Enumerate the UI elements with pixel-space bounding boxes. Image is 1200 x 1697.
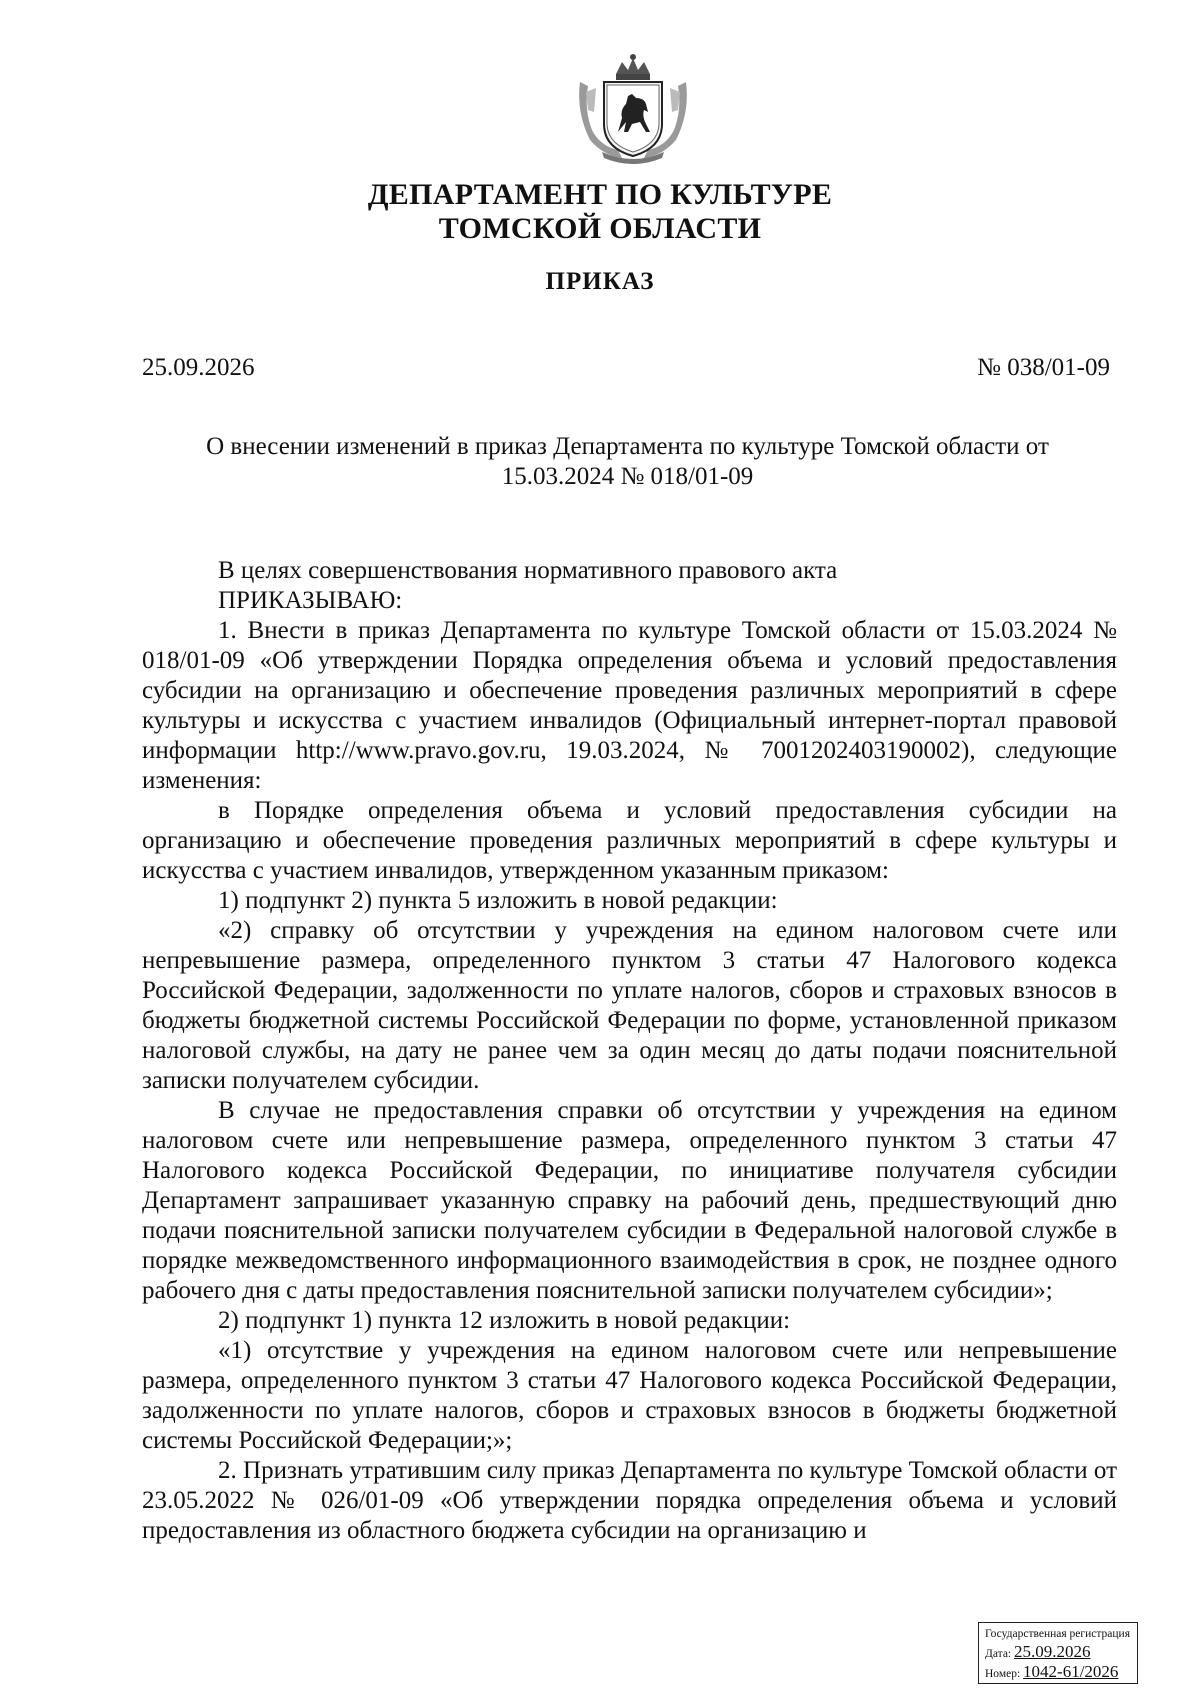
document-body [142,556,1117,1546]
organization-name-line2: ТОМСКОЙ ОБЛАСТИ [438,212,762,245]
document-date: 25.09.2026 [142,354,255,381]
registration-stamp [978,1622,1138,1684]
registration-number-value: 1042-61/2026 [1023,1662,1119,1681]
registration-date-label: Дата: [985,1648,1012,1660]
paragraph-2: 2. Признать утратившим силу приказ Департамента по культуре Томской области от 23.05.2022 № 026/01-09 «Об утверждении порядка определения объема и условий предоставления из областного бюджета субсидии на организацию и [142,1457,1117,1544]
preamble: В целях совершенствования нормативного правового акта [218,557,838,584]
registration-stamp-title: Государственная регистрация [985,1628,1130,1640]
subitem-1: 1) подпункт 2) пункта 5 изложить в новой редакции: [218,887,778,914]
quoted-item-1: «1) отсутствие у учреждения на едином налоговом счете или непревышение размера, определенного пунктом 3 статьи 47 Налогового кодекса Российской Федерации, задолженности по уплате налогов, сборов и страховых взносов в бюджеты бюджетной системы Российской Федерации;»; [142,1337,1117,1454]
registration-number-label: Номер: [985,1668,1021,1680]
registration-date-value: 25.09.2026 [1014,1642,1091,1661]
paragraph-amendment-intro: в Порядке определения объема и условий предоставления субсидии на организацию и обеспечение проведения различных мероприятий в сфере культуры и искусства с участием инвалидов, утвержденном указанным приказом: [142,797,1117,884]
subitem-2: 2) подпункт 1) пункта 12 изложить в новой редакции: [218,1307,791,1334]
document-type: ПРИКАЗ [545,268,655,295]
paragraph-1: 1. Внести в приказ Департамента по культуре Томской области от 15.03.2024 № 018/01-09 «Об утверждении Порядка определения объема и условий предоставления субсидии на организацию и обеспечение проведения различных мероприятий в сфере культуры и искусства с участием инвалидов (Официальный интернет-портал правовой информации http://www.pravo.gov.ru, 19.03.2024, № 7001202403190002), следующие изменения: [142,617,1117,794]
coat-of-arms-icon [574,52,692,164]
organization-name-line1: ДЕПАРТАМЕНТ ПО КУЛЬТУРЕ [367,178,833,211]
document-number: № 038/01-09 [977,354,1110,381]
document-subject: О внесении изменений в приказ Департамента по культуре Томской области от 15.03.2024 № 018/01-09 [206,433,1049,490]
order-word: ПРИКАЗЫВАЮ: [218,587,403,614]
quoted-item-2-continuation: В случае не предоставления справки об отсутствии у учреждения на едином налоговом счете или непревышение размера, определенного пунктом 3 статьи 47 Налогового кодекса Российской Федерации, по инициативе получателя субсидии Департамент запрашивает указанную справку на рабочий день, предшествующий дню подачи пояснительной записки получателем субсидии в Федеральной налоговой службе в порядке межведомственного информационного взаимодействия в срок, не позднее одного рабочего дня с даты предоставления пояснительной записки получателем субсидии»; [142,1097,1117,1304]
quoted-item-2: «2) справку об отсутствии у учреждения на едином налоговом счете или непревышение размера, определенного пунктом 3 статьи 47 Налогового кодекса Российской Федерации, задолженности по уплате налогов, сборов и страховых взносов в бюджеты бюджетной системы Российской Федерации по форме, установленной приказом налоговой службы, на дату не ранее чем за один месяц до даты подачи пояснительной записки получателем субсидии. [142,917,1117,1094]
